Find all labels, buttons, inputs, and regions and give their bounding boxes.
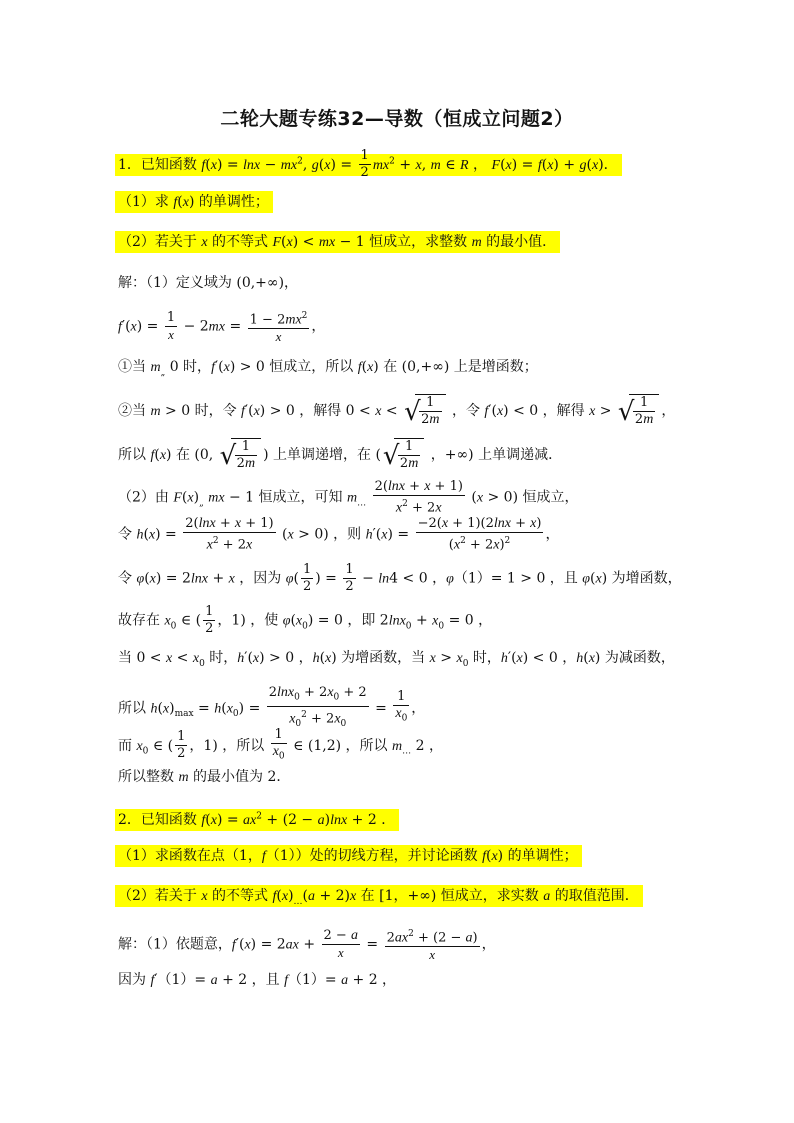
solution-1-line-4: ②当 m > 0 时，令 f′(x) > 0 ，解得 0 < x < √ $\frac{1}{2m}$ ，令 f′(x) < 0 ，解得 x > √ $\frac{1}{2m}$ ，	[118, 395, 676, 427]
solution-1-line-11: 所以 $h(x)_{max} = h(x_0)$ = $\frac{2\ln x_0 + 2x_0 + 2}{x_0^2 + 2x_0}$ = $\frac{1}{x_0}$ ，	[118, 685, 426, 729]
problem-2-statement: 2．已知函数 $f(x) = ax^2 + (2 - a)\ln x + 2$ ．	[118, 805, 399, 832]
solution-1-line-12: 而 $x_0$ ∈ ( $\frac{1}{2}$ ，1) ，所以 $\frac{1}{x_0}$ ∈ (1,2) ，所以 $m_\dots$ 2 ，	[118, 727, 443, 762]
page-title: 二轮大题专练32—导数（恒成立问题2）	[220, 108, 574, 130]
solution-1-line-2: f′(x) = $\frac{1}{x}$ − 2mx = $\frac{1 - 2mx^2}{x}$ ，	[118, 308, 325, 345]
solution-1-line-5: 所以 f(x) 在 (0, √ $\frac{1}{2m}$ ) 上单调递增，在 ( √ $\frac{1}{2m}$ ，+∞) 上单调递减．	[118, 439, 563, 471]
solution-1-line-7: 令 h(x) = $\frac{2(\ln x + x + 1)}{x^2 + 2x}$ (x > 0) ，则 h′(x) = $\frac{-2(x + 1)(2\ln x + x)}{(x^2 + 2x)^2}$ ，	[118, 516, 560, 553]
solution-1-line-3: ①当 $m_„$ 0 时，f′(x) > 0 恒成立，所以 f(x) 在 (0,+∞) 上是增函数；	[118, 359, 538, 378]
problem-2-part-1: （1）求函数在点（1，f（1））处的切线方程，并讨论函数 f(x) 的单调性；	[118, 845, 582, 868]
solution-1-line-10: 当 $0 < x < x_0$ 时，h′(x) > 0 ，h(x) 为增函数，当 $x > x_0$ 时，h′(x) < 0 ，h(x) 为减函数，	[118, 650, 675, 669]
solution-1-line-9: 故存在 $x_0$ ∈ ( $\frac{1}{2}$ ，1) ，使 $\varphi(x_0) = 0$ ，即 $2\ln x_0 + x_0 = 0$ ，	[118, 604, 493, 636]
solution-1-line-6: （2）由 $F(x)_„$ mx − 1 恒成立，可知 $m_\dots$ $\frac{2(\ln x + x + 1)}{x^2 + 2x}$ (x > 0) 恒成立，	[118, 479, 579, 516]
problem-1-part-1: （1）求 f(x) 的单调性；	[118, 191, 273, 214]
solution-2-line-2: 因为 f′（1）= a + 2 ，且 f（1）= a + 2 ，	[118, 972, 397, 988]
problem-2-part-2: （2）若关于 x 的不等式 $f(x)_\dots(a + 2)x$ 在 [1，+∞) 恒成立，求实数 a 的取值范围．	[118, 885, 643, 913]
solution-2-line-1: 解：（1）依题意，f′(x) = 2ax + $\frac{2 - a}{x}$ = $\frac{2ax^2 + (2 - a)}{x}$ ，	[118, 926, 496, 963]
problem-1-statement: 1．已知函数 $f(x) = \ln x - mx^2$, g(x) = $\frac{1}{2}$ $mx^2 + x$, m ∈ R ， F(x) = f(x) + g(x)．	[118, 148, 622, 181]
problem-1-part-2: （2）若关于 x 的不等式 F(x) < mx − 1 恒成立，求整数 m 的最小值．	[118, 231, 560, 254]
solution-1-line-1: 解：（1）定义域为 (0,+∞)，	[118, 275, 299, 291]
solution-1-line-13: 所以整数 m 的最小值为 2．	[118, 769, 291, 785]
solution-1-line-8: 令 φ(x) = 2lnx + x ，因为 φ( $\frac{1}{2}$ ) = $\frac{1}{2}$ − ln4 < 0 ，φ（1）= 1 > 0 ，且 φ(x) 为增函数，	[118, 562, 682, 594]
